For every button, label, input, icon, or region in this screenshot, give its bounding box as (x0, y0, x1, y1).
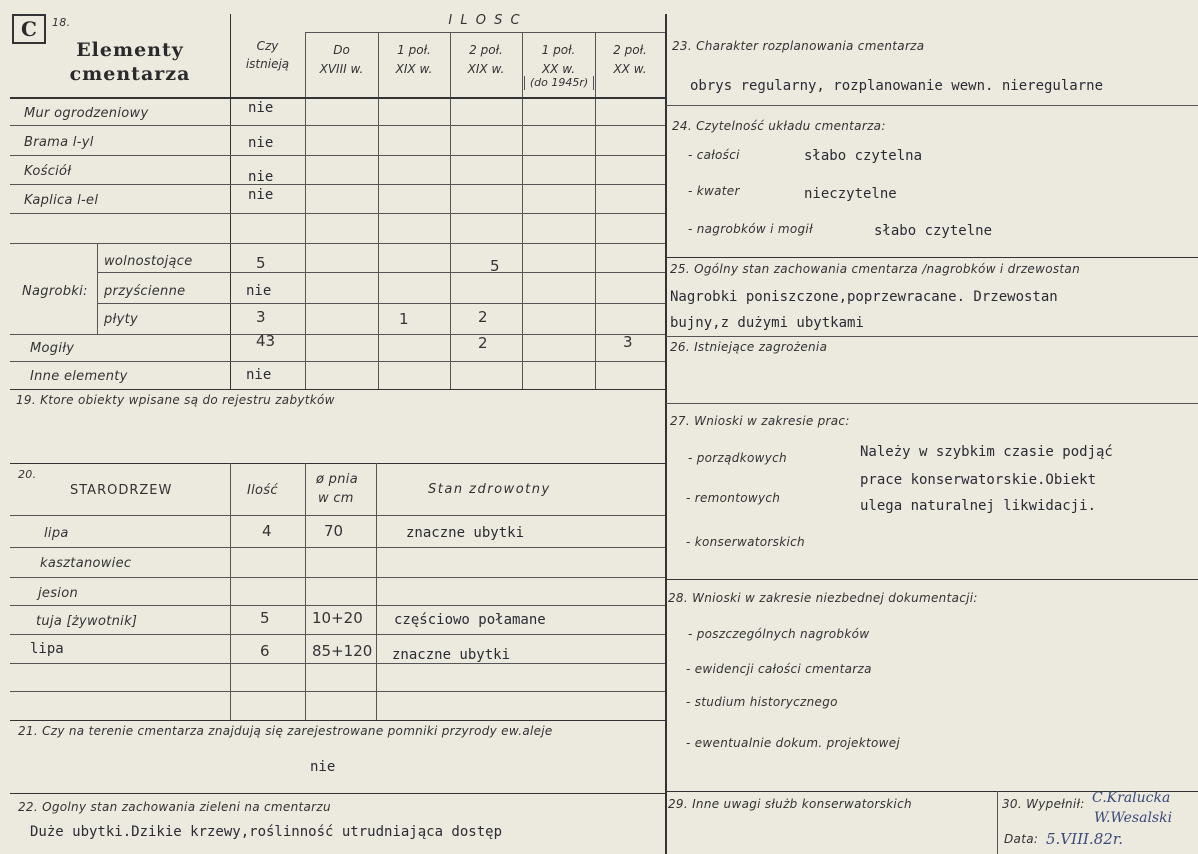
exists-przyscienne: nie (246, 283, 272, 299)
tree-count: 6 (260, 642, 270, 660)
row-label-inne: Inne elementy (30, 369, 128, 384)
sec24-calosci-value: słabo czytelna (804, 148, 923, 164)
tree-name: kasztanowiec (40, 556, 132, 571)
sec28-d: - ewentualnie dokum. projektowej (686, 736, 901, 750)
section-code: C (12, 14, 46, 44)
grid-line (10, 720, 665, 721)
grid-line (10, 793, 665, 794)
exists-mogily: 43 (256, 332, 276, 350)
grid-line (10, 184, 665, 185)
sec19-label: 19. Ktore obiekty wpisane są do rejestru zabytków (16, 393, 335, 407)
sec27-value-line2: prace konserwatorskie.Obiekt (860, 472, 1097, 488)
col-period-1-l1: Do (333, 43, 350, 57)
count-mogily-2pol19: 2 (478, 334, 488, 352)
sec20-head-diam-l1: ø pnia (316, 472, 358, 487)
sec30-label: 30. Wypełnił: (1002, 797, 1085, 811)
grid-line (10, 334, 665, 335)
tree-state: częściowo połamane (394, 612, 546, 628)
tree-name: lipa (44, 526, 69, 541)
grid-line (522, 33, 523, 389)
tree-name: jesion (38, 586, 78, 601)
col-period-2-l2: XIX w. (395, 62, 433, 76)
sec26-label: 26. Istniejące zagrożenia (670, 340, 828, 354)
grid-line (10, 634, 665, 635)
count-wolnostojace-2pol19: 5 (490, 257, 500, 275)
col-period-3-l1: 2 poł. (469, 43, 503, 57)
grid-line (10, 547, 665, 548)
row-label-mogily: Mogiły (30, 341, 75, 356)
sec28-a: - poszczególnych nagrobków (688, 627, 870, 641)
grid-line (97, 303, 665, 304)
exists-kosciol: nie (248, 169, 274, 185)
grid-line (10, 691, 665, 692)
grid-line (10, 515, 665, 516)
grid-line (378, 33, 379, 389)
signature-1: C.Kralucka (1092, 790, 1171, 806)
grid-line (595, 33, 596, 389)
sec25-value-line2: bujny,z dużymi ubytkami (670, 315, 864, 331)
sec21-label: 21. Czy na terenie cmentarza znajdują się zarejestrowane pomniki przyrody ew.aleje (18, 724, 553, 738)
sec20-head-diam-l2: w cm (318, 491, 354, 506)
grid-line (10, 577, 665, 578)
grid-line (450, 33, 451, 389)
grid-line (666, 257, 1198, 258)
ilosc-header: I L O S C (448, 13, 522, 28)
grid-line (376, 463, 377, 720)
tree-name: tuja [żywotnik] (36, 614, 138, 629)
sec21-value: nie (310, 759, 336, 775)
sec20-head-count: Ilość (247, 483, 278, 498)
tree-diam: 70 (324, 522, 344, 540)
sec20-head-state: Stan zdrowotny (428, 482, 551, 497)
sec25-label: 25. Ogólny stan zachowania cmentarza /nagrobków i drzewostan (670, 262, 1080, 276)
col-period-5-l1: 2 poł. (613, 43, 647, 57)
exists-brama: nie (248, 135, 274, 151)
sec22-label: 22. Ogolny stan zachowania zieleni na cmentarzu (18, 800, 331, 814)
row-label-przyscienne: przyścienne (104, 284, 186, 299)
grid-line (666, 336, 1198, 337)
grid-line (10, 605, 665, 606)
tree-count: 5 (260, 609, 270, 627)
sec29-label: 29. Inne uwagi służb konserwatorskich (668, 797, 912, 811)
sec27-konserwatorskich: - konserwatorskich (686, 535, 805, 549)
sec24-nagrobkow-value: słabo czytelne (874, 223, 993, 239)
sec27-value-line3: ulega naturalnej likwidacji. (860, 498, 1097, 514)
sec25-value-line1: Nagrobki poniszczone,poprzewracane. Drzewostan (670, 289, 1058, 305)
grid-line (305, 32, 665, 33)
grid-line (97, 243, 98, 334)
grid-line (10, 361, 665, 362)
row-label-kosciol: Kościół (24, 164, 72, 179)
sec20-head-name: STARODRZEW (70, 483, 173, 498)
signature-2: W.Wesalski (1094, 810, 1173, 826)
grid-line (666, 579, 1198, 580)
grid-line (10, 243, 665, 244)
sec24-kwater: - kwater (688, 184, 740, 198)
row-label-wolnostojace: wolnostojące (104, 254, 193, 269)
col-exists-l1: Czy (256, 39, 279, 53)
tree-diam: 85+120 (312, 642, 373, 660)
col-period-2-l1: 1 poł. (397, 43, 431, 57)
sec30-date-label: Data: (1004, 832, 1039, 846)
count-plyty-1pol19: 1 (399, 310, 409, 328)
tree-diam: 10+20 (312, 609, 363, 627)
col-period-5-l2: XX w. (613, 62, 647, 76)
sec23-label: 23. Charakter rozplanowania cmentarza (672, 39, 925, 53)
tree-count: 4 (262, 522, 272, 540)
sec27-value-line1: Należy w szybkim czasie podjąć (860, 444, 1113, 460)
sec24-nagrobkow: - nagrobków i mogił (688, 222, 813, 236)
sec28-c: - studium historycznego (686, 695, 838, 709)
section-number: 18. (52, 16, 71, 29)
sec27-label: 27. Wnioski w zakresie prac: (670, 414, 850, 428)
exists-inne: nie (246, 367, 272, 383)
sec27-porzadkowych: - porządkowych (688, 451, 787, 465)
tree-name: lipa (30, 641, 64, 657)
col-exists-l2: istnieją (245, 57, 290, 71)
sec28-b: - ewidencji całości cmentarza (686, 662, 872, 676)
sec28-label: 28. Wnioski w zakresie niezbednej dokumentacji: (668, 591, 978, 605)
col-period-1-l2: XVIII w. (319, 62, 364, 76)
grid-line (10, 213, 665, 214)
grid-line (305, 33, 306, 389)
grid-line (10, 97, 665, 99)
row-label-mur: Mur ogrodzeniowy (24, 106, 149, 121)
section-title-line2: cmentarza (69, 63, 191, 85)
grid-line (10, 663, 665, 664)
sec23-value: obrys regularny, rozplanowanie wewn. nieregularne (690, 78, 1104, 94)
sec30-date: 5.VIII.82r. (1046, 830, 1124, 848)
exists-wolnostojace: 5 (256, 254, 266, 272)
col-period-4-l2: XX w. (541, 62, 576, 76)
sec24-kwater-value: nieczytelne (804, 186, 897, 202)
grid-line (10, 155, 665, 156)
section-title-line1: Elementy (76, 39, 184, 61)
row-label-kaplica: Kaplica l-el (24, 193, 99, 208)
sec20-number: 20. (18, 468, 37, 481)
row-label-nagrobki: Nagrobki: (22, 284, 88, 299)
col-period-4-l1: 1 poł. (541, 43, 576, 57)
main-divider (665, 14, 667, 854)
exists-kaplica: nie (248, 187, 274, 203)
tree-state: znaczne ubytki (392, 647, 511, 663)
grid-line (997, 791, 998, 854)
grid-line (666, 105, 1198, 106)
tree-state: znaczne ubytki (406, 525, 525, 541)
grid-line (230, 463, 231, 720)
grid-line (305, 463, 306, 720)
sec22-value: Duże ubytki.Dzikie krzewy,roślinność utrudniająca dostęp (30, 824, 503, 840)
count-mogily-2pol20: 3 (623, 333, 633, 351)
grid-line (10, 389, 665, 390)
col-period-4-l3: (do 1945r) (524, 76, 594, 90)
col-period-3-l2: XIX w. (467, 62, 505, 76)
exists-mur: nie (248, 100, 274, 116)
grid-line (97, 272, 665, 273)
exists-plyty: 3 (256, 308, 266, 326)
sec27-remontowych: - remontowych (686, 491, 781, 505)
sec24-calosci: - całości (688, 148, 740, 162)
grid-line (666, 403, 1198, 404)
row-label-plyty: płyty (104, 312, 138, 327)
row-label-brama: Brama l-yl (24, 135, 94, 150)
sec24-label: 24. Czytelność układu cmentarza: (672, 119, 886, 133)
grid-line (10, 463, 665, 464)
count-plyty-2pol19: 2 (478, 308, 488, 326)
grid-line (10, 125, 665, 126)
